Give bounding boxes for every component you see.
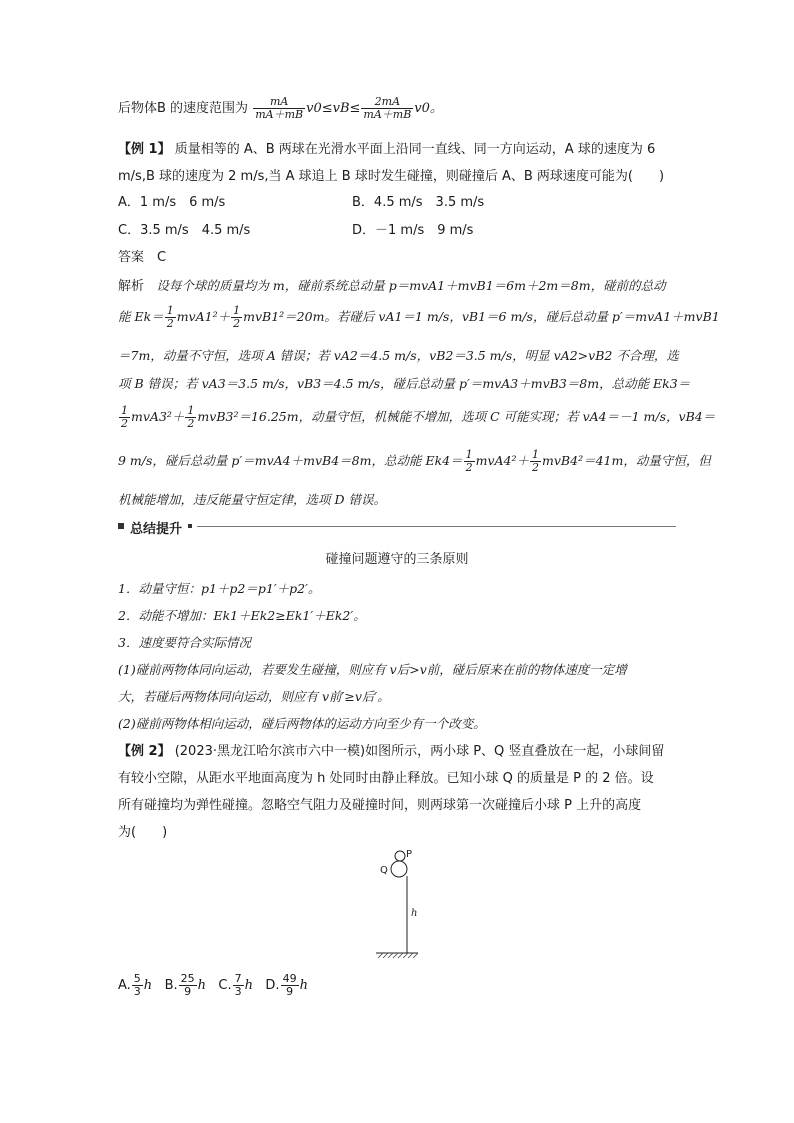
option-den: 3 <box>234 985 242 998</box>
stacked-balls-figure <box>370 846 440 964</box>
analysis-line-6 <box>118 448 711 474</box>
label-h: h <box>411 908 418 919</box>
option-num: 25 <box>180 972 195 985</box>
fraction-2-num: 2mA <box>361 96 413 109</box>
option-letter: A. <box>118 978 131 993</box>
example-2-tag: 【例 2】 <box>118 744 171 759</box>
summary-section-bar <box>118 518 676 536</box>
example-2-line-2: 有较小空隙，从距水平地面高度为 h 处同时由静止释放。已知小球 Q 的质量是 P 的 2 倍。设 <box>118 771 654 786</box>
option-fraction <box>281 973 299 998</box>
square-bullet-icon <box>118 523 124 529</box>
example-1-tag: 【例 1】 <box>118 142 171 157</box>
half-fraction <box>119 405 130 430</box>
range-tail: v0。 <box>414 101 443 116</box>
example-2-line-4: 为( ) <box>118 825 168 840</box>
summary-label: 总结提升 <box>130 522 183 537</box>
principle-3-2: (2)碰前两物体相向运动，碰后两物体的运动方向至少有一个改变。 <box>118 716 486 731</box>
v0-symbol: v0 <box>306 101 322 116</box>
fraction-1 <box>253 96 305 121</box>
half-den: 2 <box>187 417 195 430</box>
half-den: 2 <box>465 461 473 474</box>
principle-3-1a: (1)碰前两物体同向运动，若要发生碰撞，则应有 v后>v前，碰后原来在前的物体速度一定增 <box>118 662 627 677</box>
analysis-text-5c: mvB3²＝16.25m，动量守恒，机械能不增加，选项 C 可能实现；若 vA4＝－1 m/s，vB4＝ <box>197 409 716 424</box>
half-fraction <box>165 305 176 330</box>
half-den: 2 <box>121 417 128 430</box>
label-q: Q <box>380 865 388 876</box>
option-den: 3 <box>133 985 141 998</box>
answer: 答案 C <box>118 250 167 265</box>
example-2-options <box>118 972 308 1000</box>
example-1-line-1 <box>118 141 655 159</box>
analysis-label: 解析 <box>118 279 145 294</box>
fraction-1-den: mA＋mB <box>255 108 304 121</box>
option-2b <box>164 972 207 998</box>
divider <box>197 526 676 527</box>
principle-1: 1．动量守恒：p1＋p2＝p1′＋p2′。 <box>118 581 321 596</box>
option-2c <box>218 972 254 998</box>
option-var: h <box>143 978 153 993</box>
example-1-question-1: 质量相等的 A、B 两球在光滑水平面上沿同一直线、同一方向运动，A 球的速度为 6 <box>174 142 656 157</box>
analysis-text-6a: 9 m/s，碰后总动量 p′＝mvA4＋mvB4＝8m，总动能 Ek4＝ <box>118 453 463 468</box>
analysis-text-6b: mvA4²＋ <box>475 453 530 468</box>
option-num: 5 <box>133 972 141 985</box>
option-2a <box>118 972 153 998</box>
analysis-text-2b: mvA1²＋ <box>176 309 231 324</box>
option-num: 7 <box>234 972 242 985</box>
half-den: 2 <box>532 461 540 474</box>
ground-hatch <box>378 953 418 958</box>
analysis-line-5 <box>118 404 715 430</box>
option-var: h <box>197 978 207 993</box>
option-var: h <box>299 978 308 993</box>
principle-3-1b: 大，若碰后两物体同向运动，则应有 v前′≥v后′。 <box>118 689 390 704</box>
analysis-line-1 <box>118 277 666 296</box>
half-fraction <box>530 449 541 474</box>
example-2-question-1: (2023·黑龙江哈尔滨市六中一模)如图所示，两小球 P、Q 竖直叠放在一起，小球间留 <box>174 744 665 759</box>
option-den: 9 <box>286 985 294 998</box>
half-num: 1 <box>233 304 241 317</box>
option-letter: C. <box>218 978 232 993</box>
half-den: 2 <box>233 317 241 330</box>
option-fraction <box>233 973 244 998</box>
fraction-2-den: mA＋mB <box>363 108 412 121</box>
half-fraction <box>185 405 196 430</box>
analysis-text-2a: 能 Ek＝ <box>118 309 164 324</box>
half-den: 2 <box>166 317 174 330</box>
ball-p <box>395 851 405 861</box>
example-2-line-3: 所有碰撞均为弹性碰撞。忽略空气阻力及碰撞时间，则两球第一次碰撞后小球 P 上升的高度 <box>118 798 642 813</box>
analysis-line-4: 项 B 错误；若 vA3＝3.5 m/s，vB3＝4.5 m/s，碰后总动量 p′＝mvA3＋mvB3＝8m，总动能 Ek3＝ <box>118 376 691 391</box>
analysis-line-3: ＝7m，动量不守恒，选项 A 错误；若 vA2＝4.5 m/s，vB2＝3.5 m/s，明显 vA2>vB2 不合理，选 <box>118 348 679 363</box>
leq-text: ≤vB≤ <box>321 101 361 116</box>
analysis-text-6c: mvB4²＝41m，动量守恒，但 <box>542 453 711 468</box>
analysis-line-7: 机械能增加，违反能量守恒定律，选项 D 错误。 <box>118 492 386 507</box>
half-fraction <box>231 305 242 330</box>
analysis-text-2c: mvB1²＝20m。若碰后 vA1＝1 m/s，vB1＝6 m/s，碰后总动量 p′＝mvA1＋mvB1 <box>243 309 720 324</box>
velocity-range-line <box>118 96 443 122</box>
analysis-line-2 <box>118 304 720 330</box>
small-square-icon <box>188 524 192 528</box>
option-2d <box>265 972 308 998</box>
option-letter: B. <box>164 978 178 993</box>
option-fraction <box>179 973 197 998</box>
half-fraction <box>464 449 475 474</box>
principle-2: 2．动能不增加：Ek1＋Ek2≥Ek1′＋Ek2′。 <box>118 608 366 623</box>
example-2-line-1 <box>118 743 664 761</box>
half-num: 1 <box>465 448 473 461</box>
option-fraction <box>132 973 143 998</box>
option-num: 49 <box>282 972 297 985</box>
half-num: 1 <box>187 404 195 417</box>
option-den: 9 <box>184 985 192 998</box>
analysis-text-1: 设每个球的质量均为 m，碰前系统总动量 p＝mvA1＋mvB1＝6m＋2m＝8m，碰前的总动 <box>156 278 666 293</box>
option-letter: D. <box>265 978 280 993</box>
option-d: D．－1 m/s 9 m/s <box>352 223 474 238</box>
fraction-1-num: mA <box>253 96 305 109</box>
label-p: P <box>406 849 413 860</box>
half-num: 1 <box>121 404 128 417</box>
fraction-2 <box>361 96 413 121</box>
half-num: 1 <box>532 448 540 461</box>
range-text: 后物体B 的速度范围为 <box>118 101 249 116</box>
principle-3: 3．速度要符合实际情况 <box>118 635 251 650</box>
option-c: C．3.5 m/s 4.5 m/s <box>118 223 251 238</box>
analysis-text-5b: mvA3²＋ <box>131 409 185 424</box>
summary-title: 碰撞问题遵守的三条原则 <box>325 552 469 567</box>
option-var: h <box>244 978 254 993</box>
half-num: 1 <box>166 304 174 317</box>
option-a: A．1 m/s 6 m/s <box>118 195 226 210</box>
ball-q <box>391 861 407 877</box>
example-1-line-2: m/s,B 球的速度为 2 m/s,当 A 球追上 B 球时发生碰撞，则碰撞后 A、B 两球速度可能为( ) <box>118 169 665 184</box>
option-b: B．4.5 m/s 3.5 m/s <box>352 195 485 210</box>
